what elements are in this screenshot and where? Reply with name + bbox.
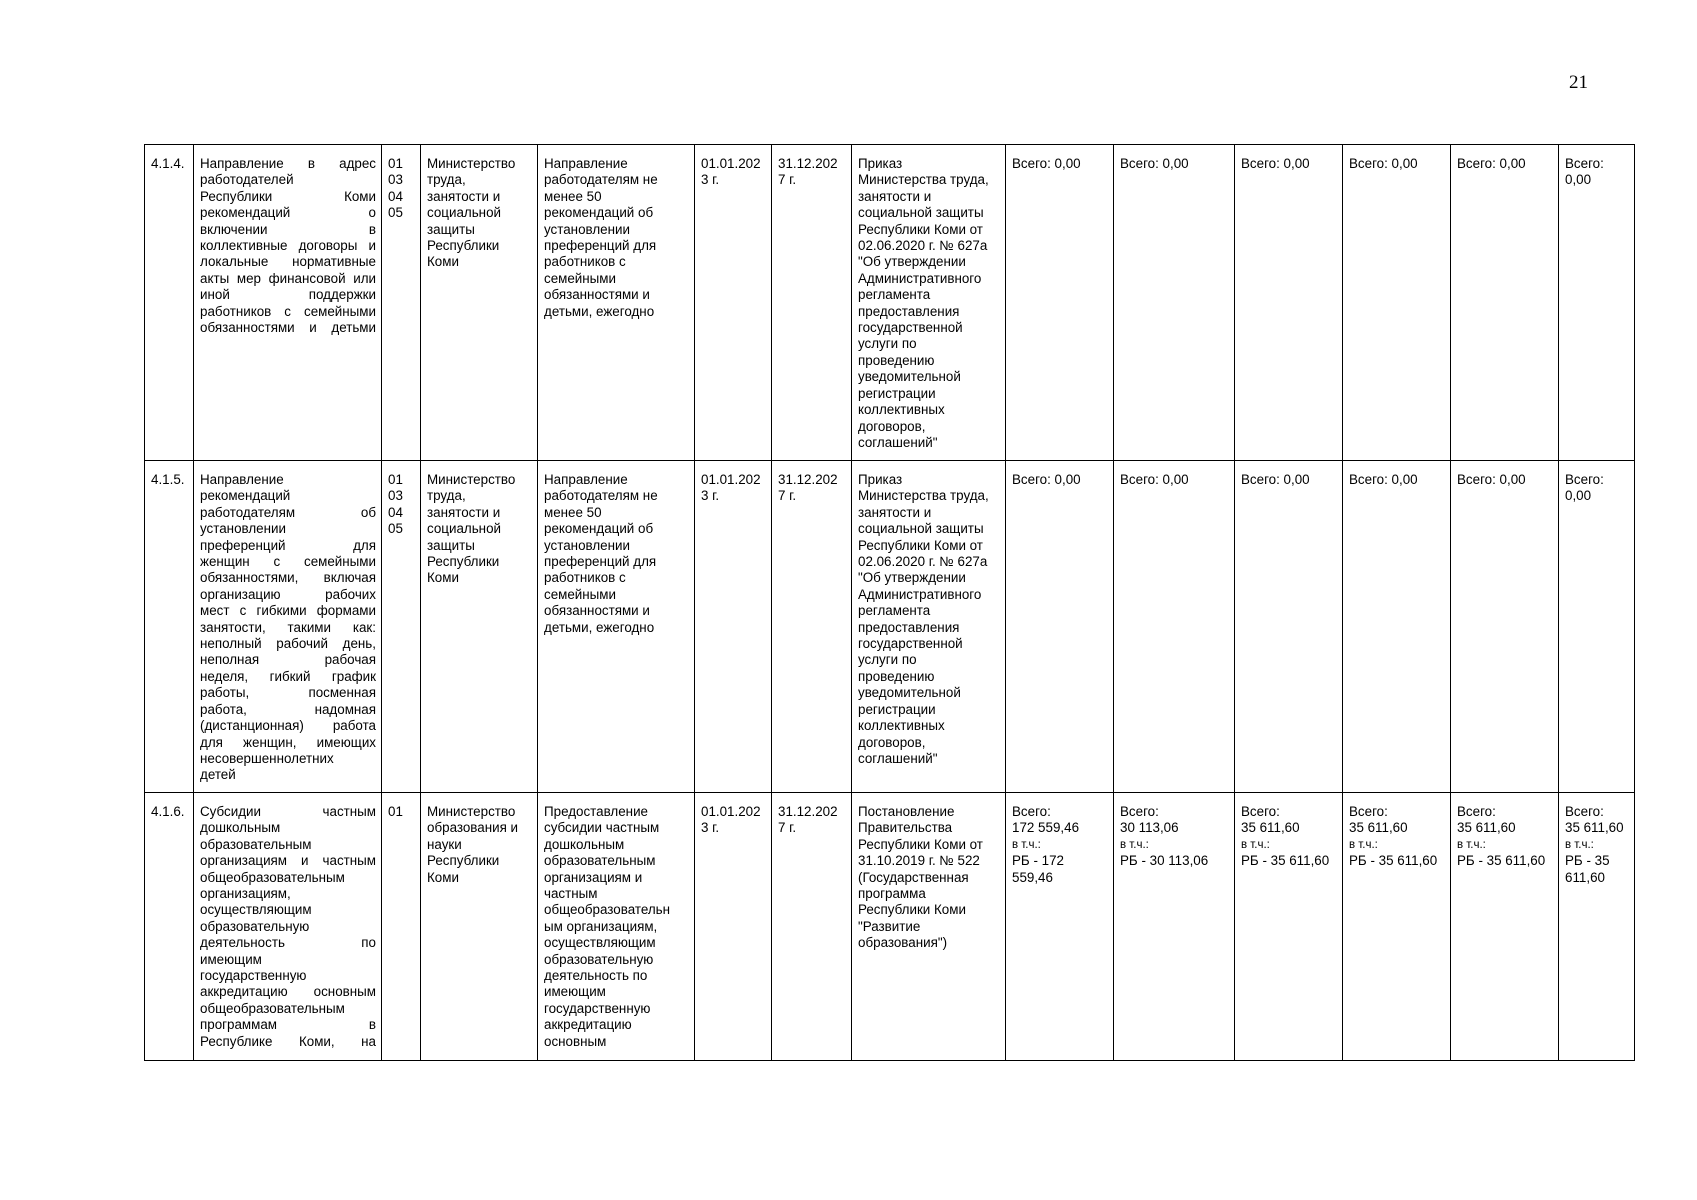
end-date-text: 31.12.202 7 г. <box>778 156 838 188</box>
executor <box>421 461 538 793</box>
funding-total: Всего: 35 611,60 <box>1565 804 1624 836</box>
funding-total: Всего: 35 611,60 <box>1457 804 1516 836</box>
expected-result <box>538 461 695 793</box>
start-date-text: 01.01.202 3 г. <box>701 472 761 504</box>
legal-act <box>852 793 1006 1061</box>
funding-republic-budget: РБ - 35 611,60 <box>1457 853 1546 869</box>
funding-total: Всего: 0,00 <box>1457 472 1526 487</box>
funding-total: Всего: 0,00 <box>1241 472 1310 487</box>
budget-codes-text: 01 03 04 05 <box>388 156 403 221</box>
row-number <box>145 461 194 793</box>
funding-year-5 <box>1451 461 1559 793</box>
expected-result-text: Направление работодателям не менее 50 рекомендаций об установлении преференций для работников с семейными обязанностями и детьми, ежегодно <box>544 156 658 319</box>
funding-total: Всего: 0,00 <box>1012 472 1081 487</box>
funding-including-label: в т.ч.: <box>1349 838 1378 851</box>
executor <box>421 145 538 461</box>
funding-total: Всего: 0,00 <box>1349 156 1418 171</box>
funding-year-4 <box>1343 145 1451 461</box>
funding-year-3 <box>1235 145 1343 461</box>
funding-republic-budget: РБ - 35 611,60 <box>1241 853 1330 869</box>
budget-codes <box>382 793 421 1061</box>
funding-year-3 <box>1235 461 1343 793</box>
funding-total: Всего: 35 611,60 <box>1349 804 1408 836</box>
funding-total: Всего: 0,00 <box>1120 472 1189 487</box>
funding-total: Всего: 0,00 <box>1565 472 1604 504</box>
expected-result-text: Направление работодателям не менее 50 рекомендаций об установлении преференций для работников с семейными обязанностями и детьми, ежегодно <box>544 472 658 635</box>
budget-codes <box>382 461 421 793</box>
start-date <box>695 793 772 1061</box>
executor-text: Министерство труда, занятости и социальной защиты Республики Коми <box>427 472 516 586</box>
funding-including-label: в т.ч.: <box>1565 838 1594 851</box>
funding-year-3 <box>1235 793 1343 1061</box>
executor-text: Министерство труда, занятости и социальной защиты Республики Коми <box>427 156 516 270</box>
funding-republic-budget: РБ - 35 611,60 <box>1565 853 1610 885</box>
measure-name-text: Направление в адрес работодателей Республики Коми рекомендаций о включении в коллективные договоры и локальные нормативные акты мер финансовой или иной поддержки работников с семейными обязанностями и детьми <box>200 156 376 336</box>
page-number: 21 <box>1569 72 1588 93</box>
funding-total: Всего: 0,00 <box>1457 156 1526 171</box>
end-date-text: 31.12.202 7 г. <box>778 472 838 504</box>
funding-year-5 <box>1451 793 1559 1061</box>
funding-total: Всего: 0,00 <box>1349 472 1418 487</box>
table-row <box>145 793 1635 1061</box>
funding-including-label: в т.ч.: <box>1120 838 1149 851</box>
start-date <box>695 461 772 793</box>
funding-including-label: в т.ч.: <box>1241 838 1270 851</box>
expected-result <box>538 145 695 461</box>
funding-republic-budget: РБ - 35 611,60 <box>1349 853 1438 869</box>
funding-total: Всего: 172 559,46 <box>1012 804 1080 836</box>
measure-name-text: Субсидии частным дошкольным образовательным организациям и частным общеобразовательным организациям, осуществляющим образовательную деятельность по имеющим государственную аккредитацию основным общеобразовательным программам в Республике Коми, на <box>200 804 376 1049</box>
funding-year-6 <box>1559 461 1635 793</box>
funding-year-2 <box>1114 461 1235 793</box>
funding-total: Всего: 0,00 <box>1012 156 1081 171</box>
budget-codes-text: 01 03 04 05 <box>388 472 403 537</box>
funding-total: Всего: 30 113,06 <box>1120 804 1179 836</box>
measure-name-text: Направление рекомендаций работодателям об установлении преференций для женщин с семейными обязанностями, включая организацию рабочих мест с гибкими формами занятости, такими как: неполный рабочий день, неполная рабочая неделя, гибкий график работы, посменная работа, надомная (дистанционная) работа для женщин, имеющих несовершеннолетних детей <box>200 472 376 783</box>
executor <box>421 793 538 1061</box>
end-date <box>772 461 852 793</box>
executor-text: Министерство образования и науки Республики Коми <box>427 804 519 885</box>
legal-act-text: Постановление Правительства Республики Коми от 31.10.2019 г. № 522 (Государственная программа Республики Коми "Развитие образования") <box>858 804 983 951</box>
legal-act <box>852 461 1006 793</box>
funding-year-2 <box>1114 793 1235 1061</box>
funding-year-1 <box>1006 793 1114 1061</box>
funding-including-label: в т.ч.: <box>1457 838 1486 851</box>
row-number <box>145 793 194 1061</box>
measure-name <box>194 793 382 1061</box>
measure-name <box>194 461 382 793</box>
expected-result-text: Предоставление субсидии частным дошкольным образовательным организациям и частным общеобразовательн ым организациям, осуществляющим образовательную деятельность по имеющим государственную аккредитацию основным <box>544 804 671 1049</box>
funding-total: Всего: 0,00 <box>1120 156 1189 171</box>
funding-year-4 <box>1343 461 1451 793</box>
funding-total: Всего: 0,00 <box>1241 156 1310 171</box>
budget-codes-text: 01 <box>388 804 403 819</box>
table-row <box>145 461 1635 793</box>
funding-year-2 <box>1114 145 1235 461</box>
start-date <box>695 145 772 461</box>
legal-act-text: Приказ Министерства труда, занятости и социальной защиты Республики Коми от 02.06.2020 г. № 627а "Об утверждении Административного регламента предоставления государственной услуги по проведению уведомительной регистрации коллективных договоров, соглашений" <box>858 472 989 766</box>
funding-including-label: в т.ч.: <box>1012 838 1041 851</box>
row-number-text: 4.1.4. <box>151 156 185 171</box>
row-number-text: 4.1.6. <box>151 804 185 819</box>
expected-result <box>538 793 695 1061</box>
funding-year-4 <box>1343 793 1451 1061</box>
funding-year-6 <box>1559 145 1635 461</box>
funding-total: Всего: 0,00 <box>1565 156 1604 188</box>
end-date <box>772 145 852 461</box>
start-date-text: 01.01.202 3 г. <box>701 156 761 188</box>
row-number-text: 4.1.5. <box>151 472 185 487</box>
funding-year-5 <box>1451 145 1559 461</box>
budget-codes <box>382 145 421 461</box>
funding-year-1 <box>1006 145 1114 461</box>
legal-act-text: Приказ Министерства труда, занятости и социальной защиты Республики Коми от 02.06.2020 г. № 627а "Об утверждении Административного регламента предоставления государственной услуги по проведению уведомительной регистрации коллективных договоров, соглашений" <box>858 156 989 450</box>
measures-table <box>144 144 1635 1061</box>
end-date <box>772 793 852 1061</box>
legal-act <box>852 145 1006 461</box>
funding-republic-budget: РБ - 30 113,06 <box>1120 853 1209 869</box>
funding-year-1 <box>1006 461 1114 793</box>
row-number <box>145 145 194 461</box>
end-date-text: 31.12.202 7 г. <box>778 804 838 836</box>
start-date-text: 01.01.202 3 г. <box>701 804 761 836</box>
funding-total: Всего: 35 611,60 <box>1241 804 1300 836</box>
table-row <box>145 145 1635 461</box>
funding-year-6 <box>1559 793 1635 1061</box>
measure-name <box>194 145 382 461</box>
funding-republic-budget: РБ - 172 559,46 <box>1012 853 1064 885</box>
